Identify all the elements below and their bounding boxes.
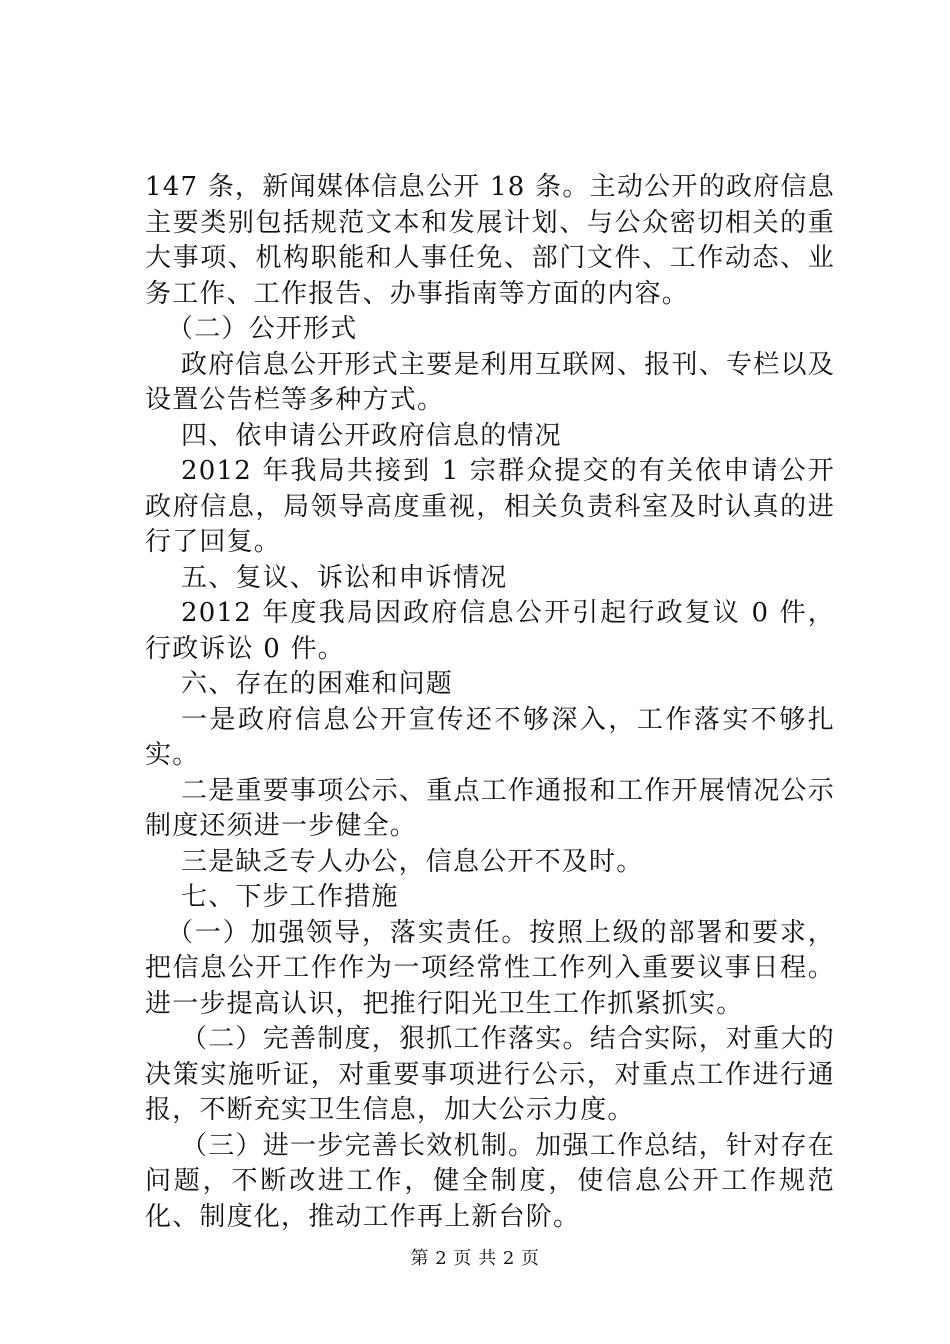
paragraph-measure-3: （三）进一步完善长效机制。加强工作总结，针对存在问题，不断改进工作，健全制度，使信息公开工作规范化、制度化，推动工作再上新台阶。 — [145, 1130, 835, 1232]
paragraph-problem-2: 二是重要事项公示、重点工作通报和工作开展情况公示制度还须进一步健全。 — [145, 775, 835, 841]
paragraph-problem-3: 三是缺乏专人办公，信息公开不及时。 — [181, 846, 644, 877]
paragraph-problem-1: 一是政府信息公开宣传还不够深入，工作落实不够扎实。 — [145, 704, 835, 770]
subheading-disclosure-form: （二）公开形式 — [167, 314, 358, 344]
heading-section-6: 六、存在的困难和问题 — [181, 669, 454, 699]
heading-section-7: 七、下步工作措施 — [181, 882, 399, 912]
paragraph-measure-1: （一）加强领导，落实责任。按照上级的部署和要求，把信息公开工作作为一项经常性工作列入重要议事日程。进一步提高认识，把推行阳光卫生工作抓紧抓实。 — [145, 917, 835, 1019]
heading-section-5: 五、复议、诉讼和申诉情况 — [181, 562, 508, 593]
paragraph-section-5: 2012 年度我局因政府信息公开引起行政复议 0 件，行政诉讼 0 件。 — [145, 598, 835, 664]
paragraph-disclosure-categories: 147 条，新闻媒体信息公开 18 条。主动公开的政府信息主要类别包括规范文本和发展计划、与公众密切相关的重大事项、机构职能和人事任免、部门文件、工作动态、业务工作、工作报告、办事指南等方面的内容。 — [145, 172, 835, 309]
paragraph-measure-2: （二）完善制度，狠抓工作落实。结合实际，对重大的决策实施听证，对重要事项进行公示，对重点工作进行通报，不断充实卫生信息，加大公示力度。 — [145, 1024, 835, 1125]
heading-section-4: 四、依申请公开政府信息的情况 — [181, 420, 562, 451]
page-footer: 第 2 页 共 2 页 — [410, 1248, 540, 1269]
paragraph-disclosure-form: 政府信息公开形式主要是利用互联网、报刊、专栏以及设置公告栏等多种方式。 — [145, 349, 835, 415]
document-body — [145, 170, 835, 1235]
paragraph-section-4: 2012 年我局共接到 1 宗群众提交的有关依申请公开政府信息，局领导高度重视，相关负责科室及时认真的进行了回复。 — [145, 456, 835, 557]
